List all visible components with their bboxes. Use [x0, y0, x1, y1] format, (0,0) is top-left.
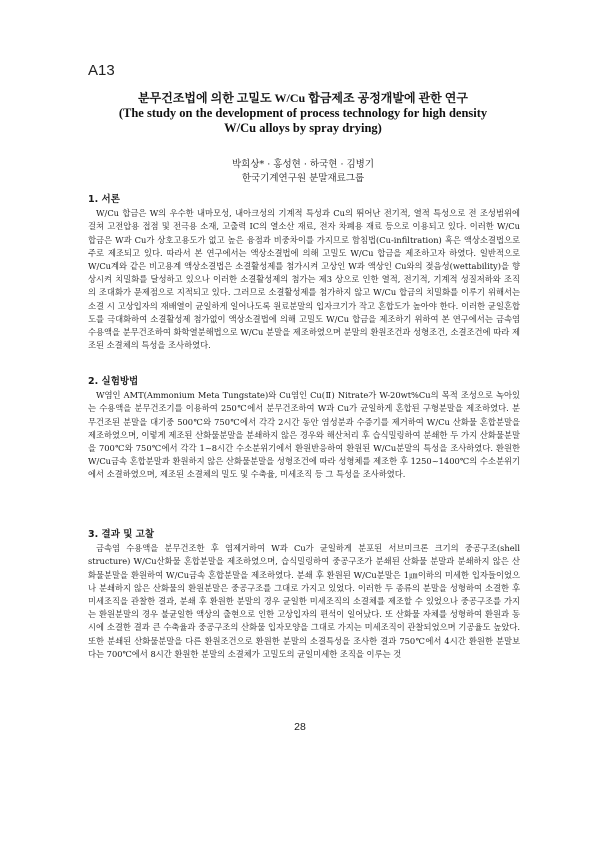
affiliation: 한국기계연구원 분말재료그룹	[241, 173, 365, 184]
page-number: 28	[294, 721, 306, 733]
section-heading: 2. 실험방법	[88, 376, 139, 387]
title-english-line2: W/Cu alloys by spray drying)	[224, 121, 382, 135]
section-paragraph: W염인 AMT(Ammonium Meta Tungstate)와 Cu염인 Cu(Ⅱ) Nitrate가 W-20wt%Cu의 목적 조성으로 녹아있는 수용액을 분무건조기를 이용하여 250℃에서 분무건조하여 W과 Cu가 균일하게 혼합된 구형분말을 제조하였다. 분무건조된 분말을 대기중 500℃와 750℃에서 각각 2시간 동안 염성분과 수증기를 제거하여 W/Cu 산화물 혼합분말을 제조하였으며, 이렇게 제조된 산화물분말을 분쇄하지 않은 경우와 해산처리 후 습식밀링하여 분쇄한 두 가지 산화물분말을 700℃와 750℃에서 각각 1~8시간 수소분위기에서 환원반응하여 환원된 W/Cu분말의 특성을 조사하였다. 환원한 W/Cu금속 혼합분말과 환원하지 않은 산화물분말을 성형조건에 따라 성형체를 제조한 후 1250~1400℃의 수소분위기에서 소결하였으며, 제조된 소결체의 밀도 및 수축율, 미세조직 등 그 특성을 조사하였다.	[88, 390, 520, 480]
title-korean: 분무건조법에 의한 고밀도 W/Cu 합금제조 공정개발에 관한 연구	[138, 91, 468, 105]
section-heading: 1. 서론	[88, 194, 120, 205]
section-heading: 3. 결과 및 고찰	[88, 529, 155, 540]
section-results	[88, 528, 520, 661]
abstract-code: A13	[88, 62, 115, 79]
title-english-line1: (The study on the development of process technology for high density	[118, 106, 488, 120]
section-paragraph: 금속염 수용액을 분무건조한 후 염제거하여 W과 Cu가 균일하게 분포된 서브미크론 크기의 중공구조(shell structure) W/Cu산화물 혼합분말을 제조하였으며, 습식밀링하여 중공구조가 분쇄된 산화물 분말과 분쇄하지 않은 산화물분말을 환원하여 W/Cu금속 혼합분말을 제조하였다. 분쇄 후 환원된 W/Cu분말은 1㎛이하의 미세한 입자들이었으나 분쇄하지 않은 산화물의 환원분말은 중공구조를 그대로 가지고 있었다. 이러한 두 종류의 분말을 성형하여 소결한 후 미세조직을 관찰한 결과, 분쇄 후 환원한 분말의 경우 균일한 미세조직의 소결체를 제조할 수 있었으나 중공구조를 가지는 환원분말의 경우 불균일한 액상의 출현으로 인한 고상입자의 편석이 일어났다. 또 산화물 자체를 성형하여 환원과 동시에 소결한 결과 큰 수축율과 중공구조의 산화물 입자모양을 그대로 가지는 미세조직이 관찰되었으며 기공율도 높았다. 또한 분쇄된 산화물분말을 다른 환원조건으로 환원한 분말의 소결특성을 조사한 결과 750℃에서 4시간 환원한 분말보다는 700℃에서 8시간 환원한 분말의 소결체가 고밀도의 균일미세한 조직을 이루는 것	[88, 543, 520, 659]
author-list: 박희상* · 홍성현 · 하국현 · 김병기	[231, 159, 375, 170]
section-introduction	[88, 193, 520, 352]
author-block	[88, 158, 518, 186]
section-methods	[88, 375, 520, 482]
title-block	[88, 90, 518, 136]
section-paragraph: W/Cu 합금은 W의 우수한 내마모성, 내아크성의 기계적 특성과 Cu의 뛰어난 전기적, 열적 특성으로 전 조성범위에 걸쳐 고전압용 접점 및 전극용 소재, 고출력 IC의 열소산 재료, 전자 차폐용 재료 등으로 이용되고 있다. 이러한 W/Cu 합금은 W과 Cu가 상호고용도가 없고 높은 융점과 비중차이를 가지므로 함침법(Cu-infiltration) 혹은 액상소결법으로 주로 제조되고 있다. 따라서 본 연구에서는 액상소결법에 의해 고밀도 W/Cu 합금을 제조하고자 하였다. 일반적으로 W/Cu계와 같은 비고용계 액상소결법은 소결활성제를 첨가시켜 고상인 W과 액상인 Cu와의 젖음성(wettability)을 향상시켜 치밀화를 달성하고 있으나 이러한 소결활성제의 첨가는 제3 상으로 인한 열적, 전기적, 기계적 성질저하와 조직의 조대화가 문제점으로 지적되고 있다. 그러므로 소결활성제를 첨가하지 않고 W/Cu 합금의 치밀화를 이루기 위해서는 소결 시 고상입자의 재배열이 균일하게 일어나도록 원료분말의 입자크기가 작고 혼합도가 높아야 한다. 이러한 균일혼합도를 극대화하여 소결활성제 첨가없이 액상소결법에 의해 고밀도 W/Cu 합금을 제조하기 위하여 본 연구에서는 금속염 수용액을 분무건조하여 화학열분해법으로 W/Cu 분말을 제조하였으며 분말의 환원조건과 성형조건, 소결조건에 따라 제조된 소결체의 특성을 조사하였다.	[88, 208, 520, 351]
